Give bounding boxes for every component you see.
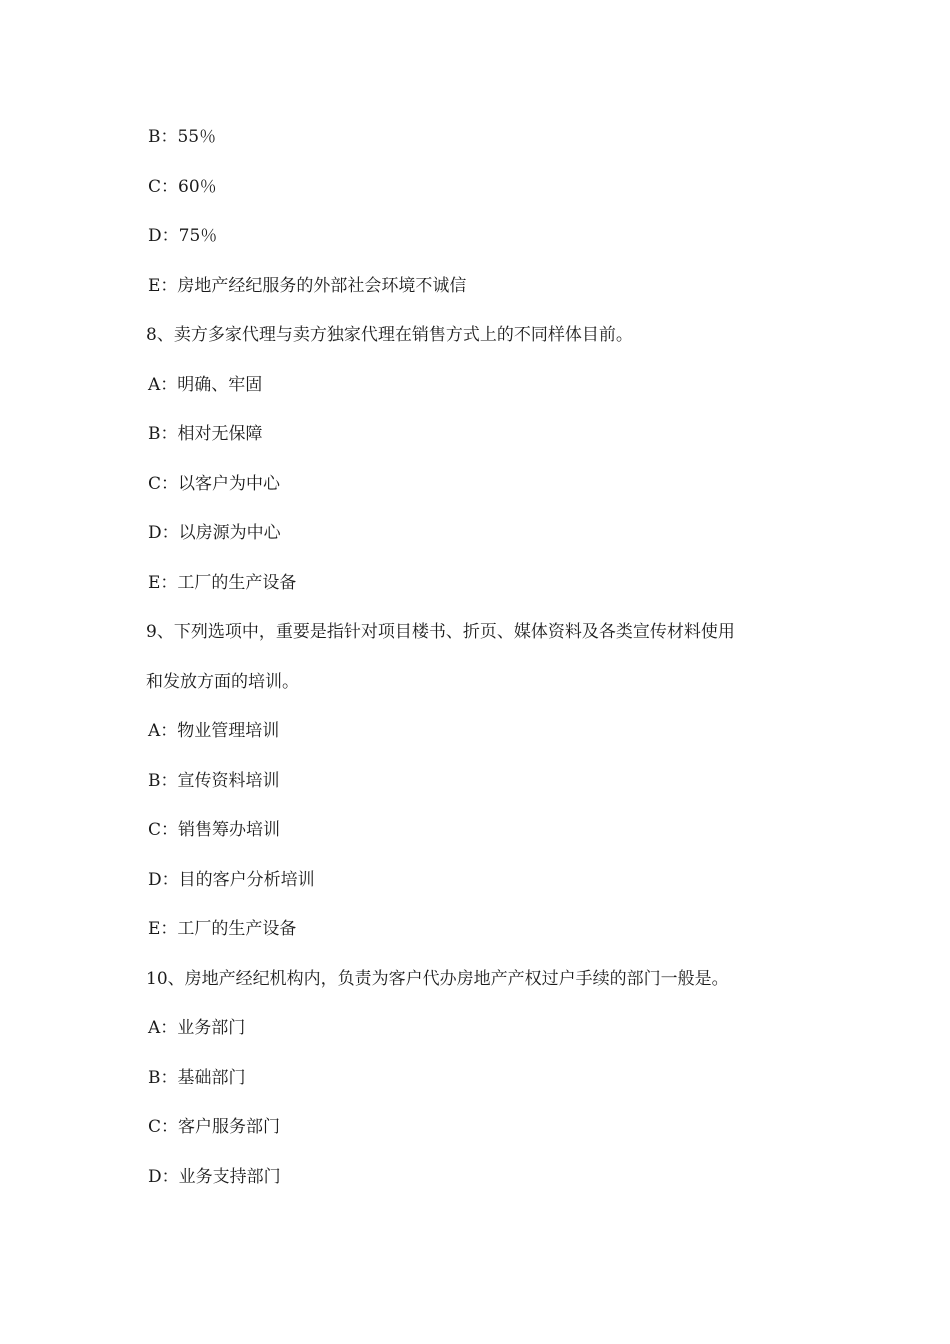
option-b: B：相对无保障 <box>148 424 263 444</box>
option-e: E：工厂的生产设备 <box>148 919 297 939</box>
option-c: C：销售筹办培训 <box>148 820 281 840</box>
option-a: A：明确、牢固 <box>148 374 263 395</box>
option-e: E：房地产经纪服务的外部社会环境不诚信 <box>148 275 467 296</box>
option-c: C：客户服务部门 <box>148 1117 281 1137</box>
question-8: 8、卖方多家代理与卖方独家代理在销售方式上的不同样体目前。 <box>146 325 633 345</box>
option-d: D：目的客户分析培训 <box>148 869 315 890</box>
option-e: E：工厂的生产设备 <box>148 572 297 593</box>
option-b: B：55％ <box>148 127 217 147</box>
question-9-continuation: 和发放方面的培训。 <box>146 671 299 692</box>
option-c: C：60％ <box>148 176 217 197</box>
option-a: A：物业管理培训 <box>148 721 280 741</box>
question-9: 9、下列选项中，重要是指针对项目楼书、折页、媒体资料及各类宣传材料使用 <box>146 622 735 642</box>
option-c: C：以客户为中心 <box>148 473 281 494</box>
option-d: D：业务支持部门 <box>148 1166 281 1187</box>
option-b: B：基础部门 <box>148 1067 246 1088</box>
option-b: B：宣传资料培训 <box>148 770 280 791</box>
option-a: A：业务部门 <box>148 1018 246 1038</box>
option-d: D：以房源为中心 <box>148 523 281 543</box>
question-10: 10、房地产经纪机构内，负责为客户代办房地产产权过户手续的部门一般是。 <box>146 968 729 989</box>
question-list <box>146 122 826 1211</box>
option-d: D：75％ <box>148 226 218 246</box>
